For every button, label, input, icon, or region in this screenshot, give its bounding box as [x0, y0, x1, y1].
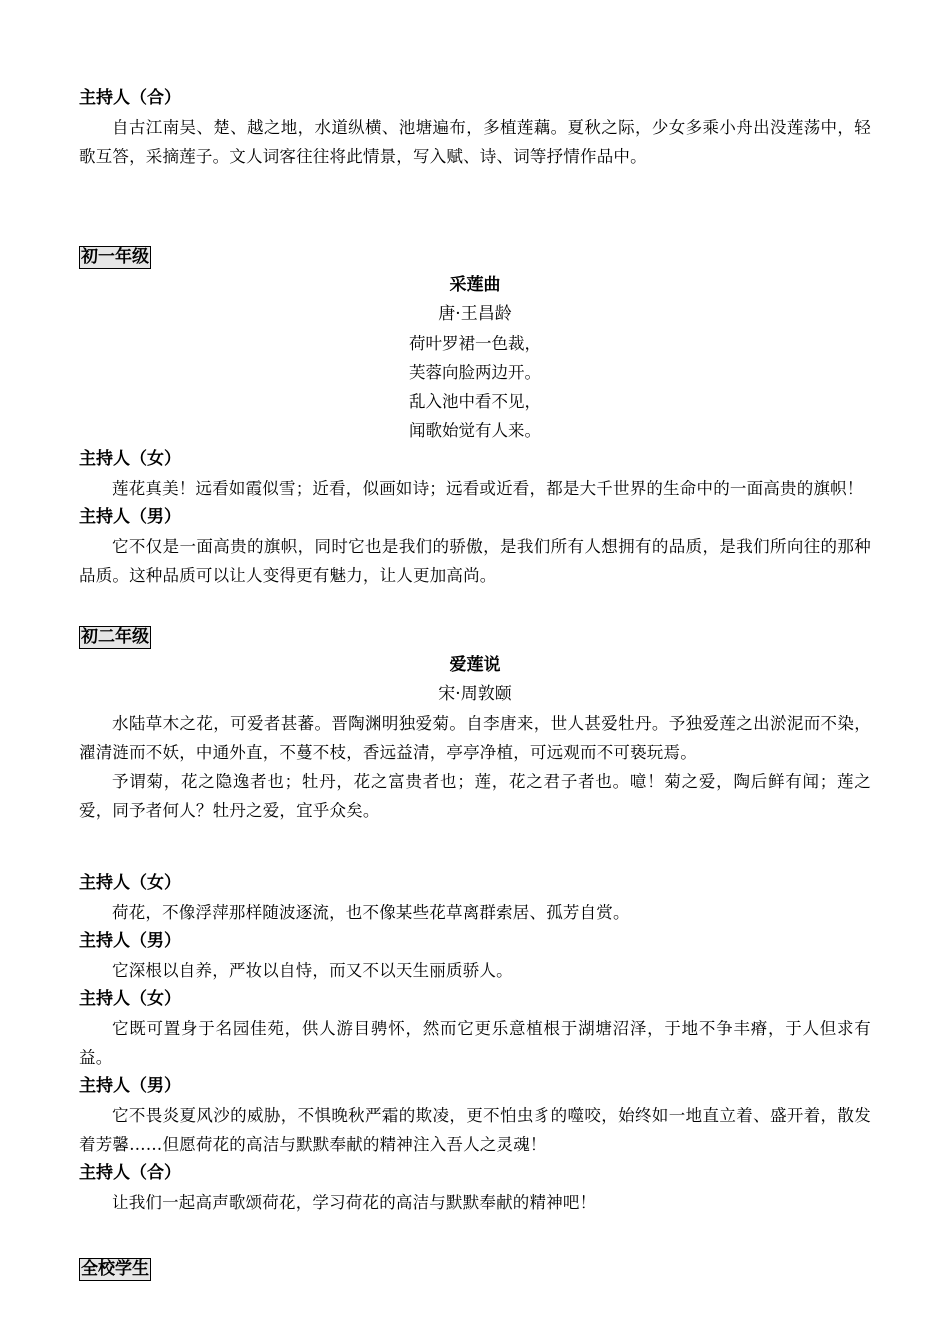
poem-line: 芙蓉向脸两边开。: [409, 363, 541, 382]
poem-author: 唐·王昌龄: [438, 304, 512, 324]
paragraph: 莲花真美！远看如霞似雪；近看，似画如诗；远看或近看，都是大千世界的生命中的一面高贵的旗帜！: [112, 479, 864, 498]
paragraph: 它不畏炎夏风沙的威胁，不惧晚秋严霜的欺凌，更不怕虫豸的噬咬，始终如一地直立着、盛开着，散发着芳馨……但愿荷花的高洁与默默奉献的精神注入吾人之灵魂！: [79, 1106, 871, 1154]
poem-line: 闻歌始觉有人来。: [409, 421, 541, 440]
speaker-label: 主持人（合）: [79, 1163, 181, 1183]
speaker-label: 主持人（男）: [79, 931, 181, 951]
essay-author: 宋·周敦颐: [438, 684, 512, 704]
essay-title: 爱莲说: [449, 655, 501, 675]
paragraph: 它既可置身于名园佳苑，供人游目骋怀，然而它更乐意植根于湖塘沼泽，于地不争丰瘠，于人但求有益。: [79, 1019, 871, 1067]
paragraph: 荷花，不像浮萍那样随波逐流，也不像某些花草离群索居、孤芳自赏。: [112, 903, 630, 922]
section-label-whole-school: 全校学生: [81, 1259, 149, 1279]
speaker-label: 主持人（男）: [79, 507, 181, 527]
paragraph: 它不仅是一面高贵的旗帜，同时它也是我们的骄傲，是我们所有人想拥有的品质，是我们所向往的那种品质。这种品质可以让人变得更有魅力，让人更加高尚。: [79, 537, 871, 585]
paragraph: 它深根以自养，严妆以自恃，而又不以天生丽质骄人。: [112, 961, 513, 980]
speaker-label: 主持人（男）: [79, 1076, 181, 1096]
poem-title: 采莲曲: [449, 275, 501, 295]
section-label-grade2: 初二年级: [81, 627, 149, 647]
poem-line: 荷叶罗裙一色裁，: [409, 334, 541, 353]
speaker-label: 主持人（女）: [79, 989, 181, 1009]
speaker-label: 主持人（女）: [79, 873, 181, 893]
speaker-label: 主持人（女）: [79, 449, 181, 469]
paragraph: 自古江南吴、楚、越之地，水道纵横、池塘遍布，多植莲藕。夏秋之际，少女多乘小舟出没莲荡中，轻歌互答，采摘莲子。文人词客往往将此情景，写入赋、诗、词等抒情作品中。: [79, 118, 871, 166]
essay-paragraph: 水陆草木之花，可爱者甚蕃。晋陶渊明独爱菊。自李唐来，世人甚爱牡丹。予独爱莲之出淤泥而不染，濯清涟而不妖，中通外直，不蔓不枝，香远益清，亭亭净植，可远观而不可亵玩焉。: [79, 714, 871, 762]
speaker-label: 主持人（合）: [79, 88, 181, 108]
poem-line: 乱入池中看不见，: [409, 392, 541, 411]
document-page: [79, 84, 871, 1283]
section-label-grade1: 初一年级: [81, 247, 149, 267]
essay-paragraph: 予谓菊，花之隐逸者也；牡丹，花之富贵者也；莲，花之君子者也。噫！菊之爱，陶后鲜有闻；莲之爱，同予者何人？牡丹之爱，宜乎众矣。: [79, 772, 871, 820]
paragraph: 让我们一起高声歌颂荷花，学习荷花的高洁与默默奉献的精神吧！: [112, 1193, 597, 1212]
